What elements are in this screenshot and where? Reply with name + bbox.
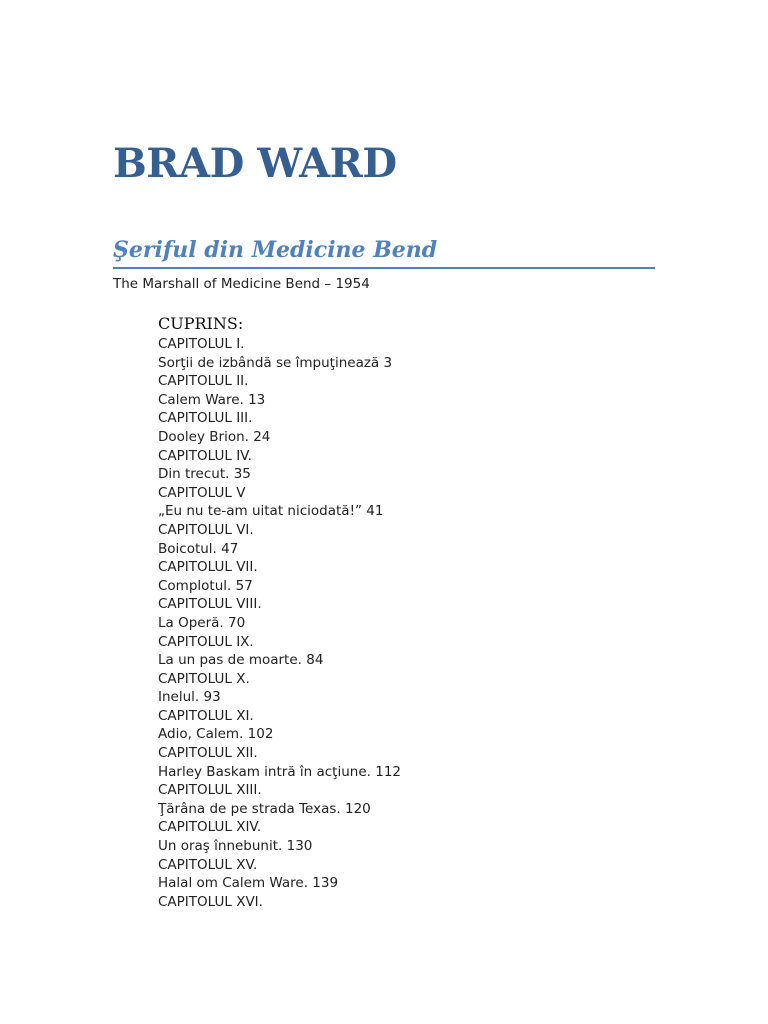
toc-entry: Adio, Calem. 102: [158, 726, 274, 743]
toc-entry: CAPITOLUL XIV.: [158, 819, 262, 836]
toc-entry: Din trecut. 35: [158, 466, 251, 483]
toc-entry: CAPITOLUL XV.: [158, 856, 258, 873]
toc-entry: CAPITOLUL V: [158, 484, 246, 501]
toc-entry: CAPITOLUL X.: [158, 670, 250, 687]
toc-heading: CUPRINS:: [158, 314, 244, 333]
toc-entry: Calem Ware. 13: [158, 391, 266, 408]
toc-entry: Harley Baskam intră în acţiune. 112: [158, 763, 401, 780]
original-title-subtitle: The Marshall of Medicine Bend – 1954: [113, 276, 370, 292]
toc-entry: CAPITOLUL VII.: [158, 559, 258, 576]
toc-entry: CAPITOLUL VIII.: [158, 596, 262, 613]
toc-entry: CAPITOLUL IV.: [158, 447, 252, 464]
toc-entry: Sorţii de izbândă se împuţinează 3: [158, 354, 393, 371]
title-underline-divider: [113, 267, 655, 269]
toc-entry: „Eu nu te-am uitat niciodată!” 41: [158, 503, 384, 520]
toc-entry: La Operă. 70: [158, 614, 246, 631]
author-name: BRAD WARD: [113, 140, 397, 187]
toc-entry: Inelul. 93: [158, 689, 221, 706]
toc-entry: CAPITOLUL XII.: [158, 745, 258, 762]
book-title: Şeriful din Medicine Bend: [113, 237, 438, 263]
toc-entry: Boicotul. 47: [158, 540, 239, 557]
toc-entry: Un oraş înnebunit. 130: [158, 838, 313, 855]
table-of-contents: [158, 313, 401, 911]
toc-entry: CAPITOLUL XI.: [158, 707, 254, 724]
toc-entry: Complotul. 57: [158, 577, 253, 594]
toc-entry: CAPITOLUL I.: [158, 336, 245, 352]
toc-entry: CAPITOLUL III.: [158, 410, 253, 427]
toc-entry: Ţărâna de pe strada Texas. 120: [158, 800, 371, 817]
toc-entry: CAPITOLUL IX.: [158, 633, 254, 650]
toc-entry: CAPITOLUL XVI.: [158, 893, 263, 910]
toc-entry: CAPITOLUL VI.: [158, 521, 254, 538]
toc-entry: CAPITOLUL II.: [158, 373, 249, 390]
toc-entry: Dooley Brion. 24: [158, 428, 271, 445]
toc-list: [158, 335, 401, 911]
toc-entry: Halal om Calem Ware. 139: [158, 875, 339, 892]
toc-entry: La un pas de moarte. 84: [158, 652, 324, 669]
toc-entry: CAPITOLUL XIII.: [158, 782, 262, 799]
